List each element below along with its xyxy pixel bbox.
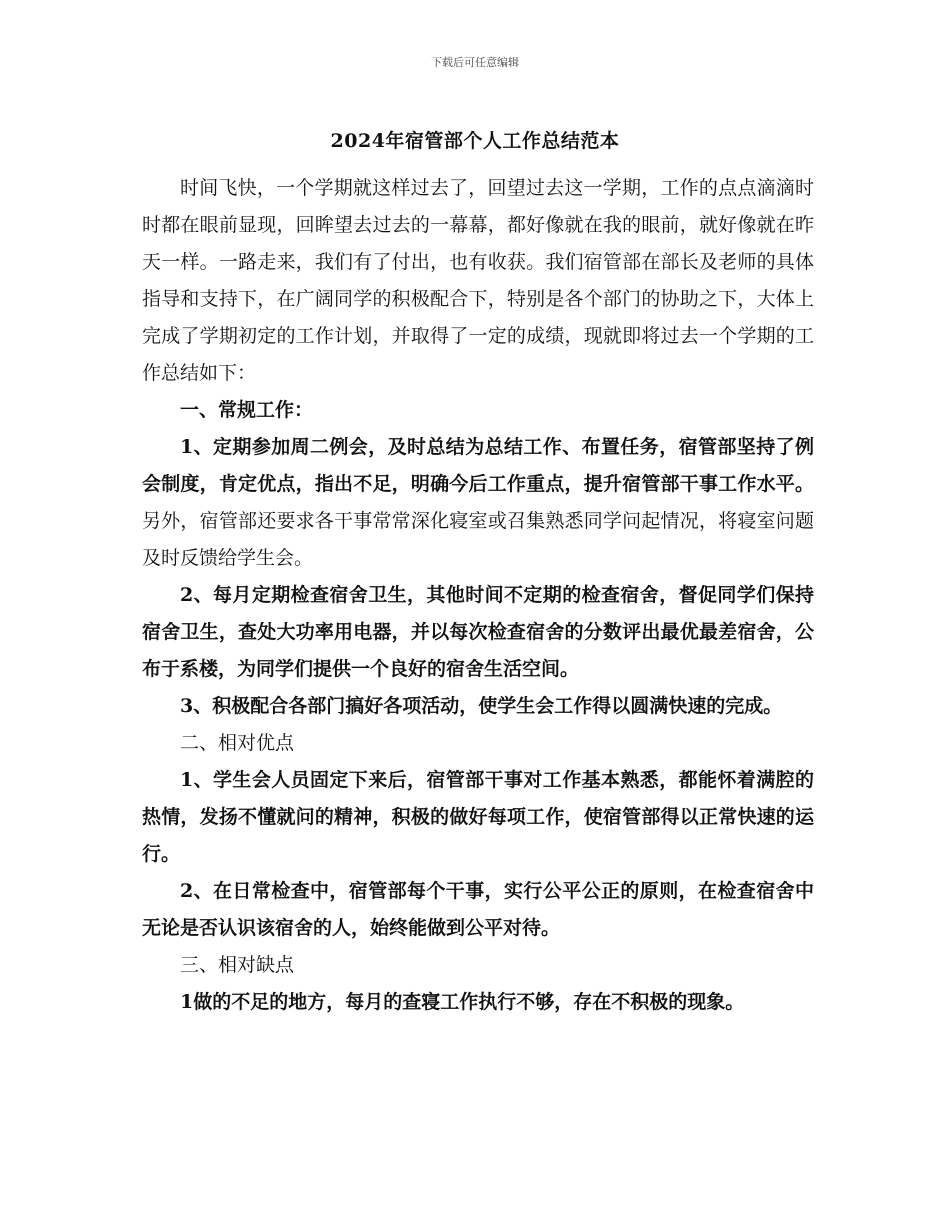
strength-item-1: 1、学生会人员固定下来后，宿管部干事对工作基本熟悉，都能怀着满腔的热情，发扬不懂就问的精神，积极的做好每项工作，使宿管部得以正常快速的运行。 xyxy=(142,769,814,865)
routine-item-1 xyxy=(142,429,814,577)
strength-item-2: 2、在日常检查中，宿管部每个干事，实行公平公正的原则，在检查宿舍中无论是否认识该宿舍的人，始终能做到公平对待。 xyxy=(142,880,814,939)
header-note: 下载后可任意编辑 xyxy=(431,56,519,69)
routine-item-2: 2、每月定期检查宿舍卫生，其他时间不定期的检查宿舍，督促同学们保持宿舍卫生，查处大功率用电器，并以每次检查宿舍的分数评出最优最差宿舍，公布于系楼，为同学们提供一个良好的宿舍生活空间。 xyxy=(142,584,814,680)
weakness-item-1: 1做的不足的地方，每月的查寝工作执行不够，存在不积极的现象。 xyxy=(180,991,745,1013)
section-heading-routine-work: 一、常规工作： xyxy=(180,399,314,421)
routine-item-1-bold: 1、定期参加周二例会，及时总结为总结工作、布置任务，宿管部坚持了例会制度，肯定优点，指出不足，明确今后工作重点，提升宿管部干事工作水平。 xyxy=(142,436,814,495)
document-body xyxy=(142,170,814,1021)
section-heading-strengths: 二、相对优点 xyxy=(180,732,295,754)
section-heading-weaknesses: 三、相对缺点 xyxy=(180,954,295,976)
routine-item-3: 3、积极配合各部门搞好各项活动，使学生会工作得以圆满快速的完成。 xyxy=(180,695,783,717)
routine-item-1-normal: 另外，宿管部还要求各干事常常深化寝室或召集熟悉同学问起情况，将寝室问题及时反馈给学生会。 xyxy=(142,510,814,569)
intro-paragraph: 时间飞快，一个学期就这样过去了，回望过去这一学期，工作的点点滴滴时时都在眼前显现，回眸望去过去的一幕幕，都好像就在我的眼前，就好像就在昨天一样。一路走来，我们有了付出，也有收获。我们宿管部在部长及老师的具体指导和支持下，在广阔同学的积极配合下，特别是各个部门的协助之下，大体上完成了学期初定的工作计划，并取得了一定的成绩，现就即将过去一个学期的工作总结如下： xyxy=(142,177,814,384)
document-title: 2024年宿管部个人工作总结范本 xyxy=(330,130,620,152)
